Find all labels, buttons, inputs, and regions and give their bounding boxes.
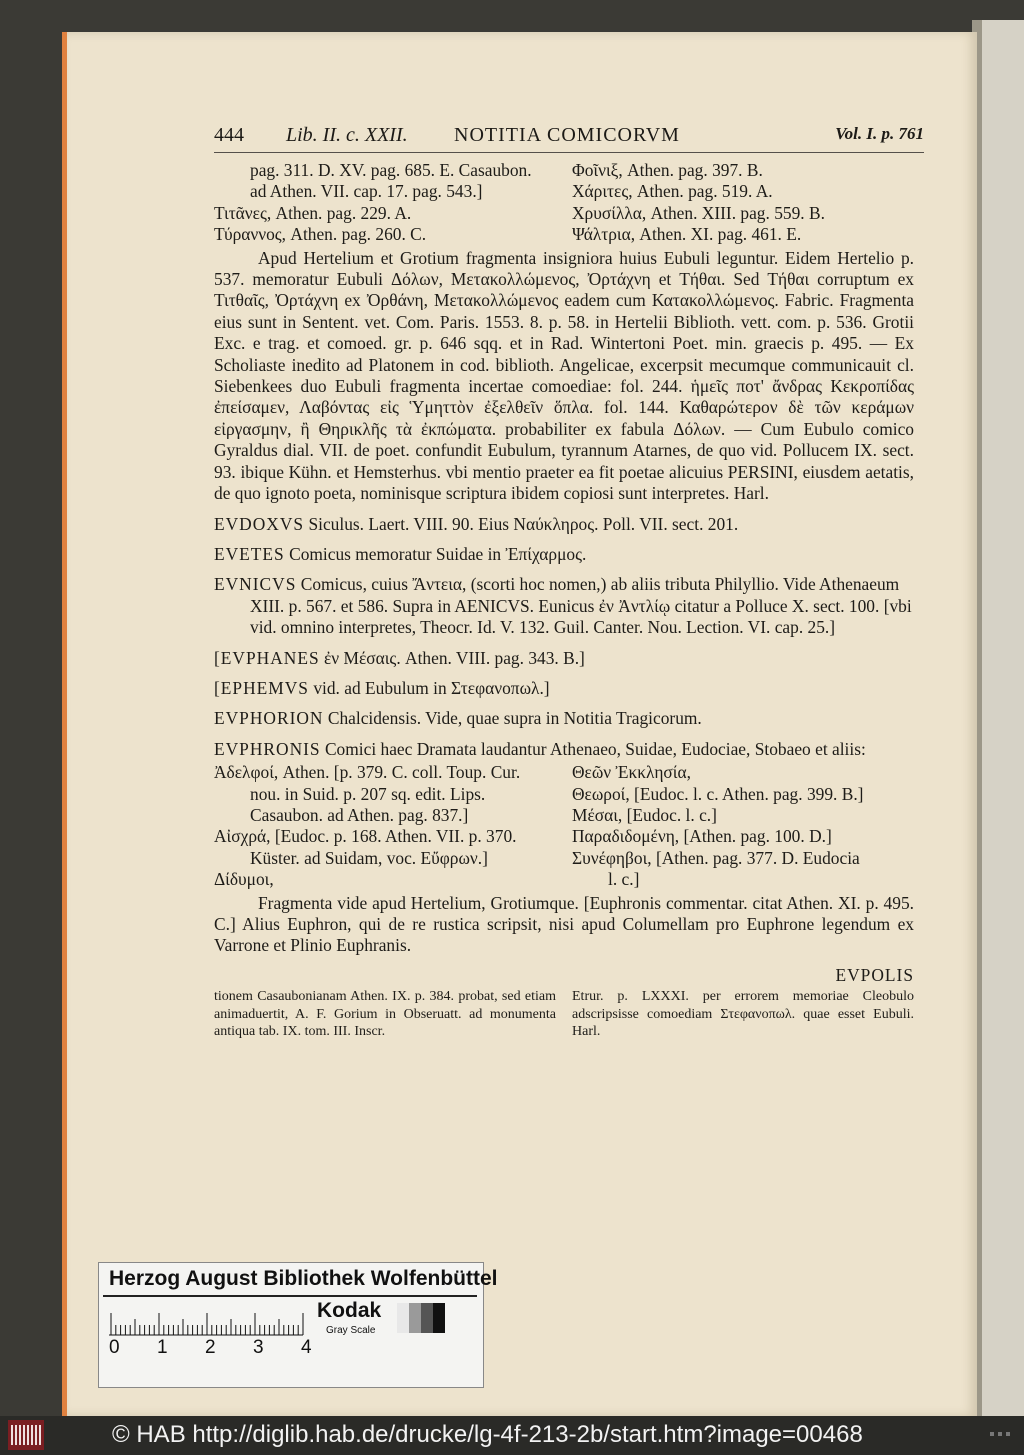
list-item: Παραδιδομένη, [Athen. pag. 100. D.] (572, 826, 832, 847)
entry-text: Chalcidensis. Vide, quae supra in Notitia Tragicorum. (327, 708, 702, 729)
ruler-scale (107, 1307, 307, 1337)
swatch (409, 1303, 421, 1333)
footnote-right: Etrur. p. LXXXI. per errorem memoriae Cleobulo adscripsisse comoediam Στεφανοπωλ. quae esset Eubuli. Harl. (572, 989, 914, 1040)
hab-logo-icon (8, 1420, 44, 1450)
swatch (397, 1303, 409, 1333)
entry-text: vid. ad Eubulum in Στεφανοπωλ.] (313, 677, 550, 698)
list-item: Θεῶν Ἐκκλησία, (572, 762, 691, 783)
entry-head: EVETES (214, 543, 285, 564)
entry-text: ἐν Μέσαις. Athen. VIII. pag. 343. B.] (323, 647, 585, 668)
list-item: Αἰσχρά, [Eudoc. p. 168. Athen. VII. p. 370. (214, 826, 517, 847)
ruler-number: 4 (301, 1337, 312, 1358)
page-number: 444 (214, 124, 244, 146)
list-item: Ἀδελφοί, Athen. [p. 379. C. coll. Toup. Cur. (214, 762, 521, 783)
footnotes (214, 988, 914, 1041)
list-item: Δίδυμοι, (214, 869, 274, 890)
ruler-number: 0 (109, 1337, 120, 1358)
fragments-paragraph: Fragmenta vide apud Hertelium, Grotiumque. [Euphronis commentar. citat Athen. XI. p. 495. C.] Alius Euphron, qui de re rustica scripsit, nisi apud Columellam pro Euphrone legendum ex Varrone et Plinio Euphranis. (214, 892, 914, 956)
entry-evetes (214, 544, 914, 565)
next-page-edge (972, 20, 1024, 1416)
ruler-number: 2 (205, 1337, 216, 1358)
entry-text: Comicus, cuius Ἄντεια, (scorti hoc nomen,) ab aliis tributa Philyllio. Vide Athenaeum XIII. p. 567. et 586. Supra in AENICVS. Eunicus ἐν Ἀντλίῳ citatur a Polluce X. sect. 100. [vbi vid. omnino interpretes, Theocr. Id. V. 132. Guil. Canter. Nou. Lection. VI. cap. 25.] (250, 574, 912, 638)
list-item: nou. in Suid. p. 207 sq. edit. Lips. Casaubon. ad Athen. pag. 837.] (250, 783, 486, 825)
entry-text: Comicus memoratur Suidae in Ἐπίχαρμος. (289, 543, 587, 564)
ruler-number: 3 (253, 1337, 264, 1358)
kodak-logo: Kodak (317, 1299, 382, 1322)
gray-swatches (397, 1303, 445, 1333)
ruler-ticks (107, 1307, 307, 1337)
swatch (433, 1303, 445, 1333)
list-item: pag. 311. D. XV. pag. 685. E. Casaubon. (250, 160, 532, 180)
dots-icon (990, 1428, 1016, 1440)
footer-bar (0, 1416, 1024, 1455)
entry-eudoxus (214, 514, 914, 535)
library-color-card (98, 1262, 498, 1388)
library-name: Herzog August Bibliothek Wolfenbüttel (109, 1267, 498, 1290)
gray-scale-label: Gray Scale (326, 1325, 376, 1336)
entry-head: EVPHORION (214, 708, 324, 729)
titles-right-column (572, 160, 914, 246)
entry-head: [EPHEMVS (214, 677, 309, 698)
list-item: Συνέφηβοι, [Athen. pag. 377. D. Eudocia (572, 847, 860, 868)
entry-head: EVDOXVS (214, 513, 305, 534)
book-reference: Lib. II. c. XXII. (286, 124, 408, 146)
titles-left-column (214, 160, 556, 246)
list-item: Θεωροί, [Eudoc. l. c. Athen. pag. 399. B.] (572, 783, 864, 804)
entry-head: [EVPHANES (214, 647, 320, 668)
volume-reference: Vol. I. p. 761 (835, 124, 924, 143)
page-title: NOTITIA COMICORVM (454, 124, 680, 146)
entry-text: Siculus. Laert. VIII. 90. Eius Ναύκληρος. Poll. VII. sect. 201. (308, 513, 739, 534)
plays-right-column (572, 762, 914, 890)
list-item: l. c.] (608, 869, 640, 890)
card-rule (103, 1295, 477, 1297)
footnote-left: tionem Casaubonianam Athen. IX. p. 384. probat, sed etiam animaduertit, A. F. Gorium in Obseruatt. ad monumenta antiqua tab. IX. tom. III. Inscr. (214, 989, 556, 1040)
page-text (214, 160, 914, 1041)
running-header (214, 124, 924, 154)
copyright-url: © HAB http://diglib.hab.de/drucke/lg-4f-213-2b/start.htm?image=00468 (112, 1421, 863, 1448)
entry-head: EVPHRONIS (214, 738, 321, 759)
entry-ephemus (214, 678, 914, 699)
euphron-plays-list (214, 762, 914, 890)
list-item: Küster. ad Suidam, voc. Εὔφρων.] (250, 847, 488, 868)
entry-head: EVNICVS (214, 574, 297, 595)
entry-evphorion (214, 708, 914, 729)
list-item: Ψάλτρια, Athen. XI. pag. 461. E. (572, 224, 802, 245)
eubulus-paragraph: Apud Hertelium et Grotium fragmenta insigniora huius Eubuli leguntur. Eidem Hertelio p. 537. memoratur Eubuli Δόλων, Μετακολλώμενος, Ὀρτάχνη et Τήθαι. Sed Τήθαι corruptum ex Τιτθαῖς, Ὀρτάχνη ex Ὀρθάνη, Μετακολλώμενος eadem cum Κατακολλώμενος. Fabric. Fragmenta eius sunt in Sentent. vet. Com. Paris. 1553. 8. p. 58. in Hertelii Biblioth. vett. com. p. 536. Grotii Exc. e trag. et comoed. gr. p. 646 sqq. et in Rad. Wintertoni Poet. min. graecis p. 495. — Ex Scholiaste inedito ad Platonem in cod. biblioth. Angelicae, excerpsit mecumque communicauit cl. Siebenkees duo Eubuli fragmenta incertae comoediae: fol. 244. ἡμεῖς ποτ' ἄνδρας Κεκροπίδας ἐπείσαμεν, Λαβόντας εἰς Ὑμηττὸν ἐξελθεῖν ὅπλα. fol. 144. Καθαρώτερον δὲ τῶν κεράμων εἰργασμην, ἢ Θηρικλῆς τὰ ἐκπώματα. probabiliter ex fabula Δόλων. — Cum Eubulo comico Gyraldus dial. VII. de poet. confundit Eubulum, tyrannum Atarnes, de quo vid. Pollucem IX. sect. 93. ibique Kühn. et Hemsterhus. vbi mentio praeter ea fit poetae alicuius PERSINI, eiusdem aetatis, de quo ignoto poeta, nominisque scriptura ibidem copiosi sunt interpretes. Harl. (214, 247, 914, 504)
entry-evphronis (214, 739, 914, 760)
entry-text: Comici haec Dramata laudantur Athenaeo, Suidae, Eudociae, Stobaeo et aliis: (324, 738, 866, 759)
list-item: Χάριτες, Athen. pag. 519. A. (572, 181, 773, 202)
titles-list (214, 160, 914, 246)
catchword: EVPOLIS (835, 964, 914, 985)
ruler-number: 1 (157, 1337, 168, 1358)
list-item: Μέσαι, [Eudoc. l. c.] (572, 804, 717, 825)
swatch (421, 1303, 433, 1333)
list-item: Χρυσίλλα, Athen. XIII. pag. 559. B. (572, 202, 825, 223)
plays-left-column (214, 762, 556, 890)
entry-evnicus (214, 574, 914, 638)
list-item: Φοῖνιξ, Athen. pag. 397. B. (572, 160, 763, 180)
list-item: ad Athen. VII. cap. 17. pag. 543.] (250, 181, 483, 202)
entry-evphanes (214, 648, 914, 669)
header-rule (214, 152, 924, 153)
list-item: Τιτᾶνες, Athen. pag. 229. A. (214, 202, 412, 223)
list-item: Τύραννος, Athen. pag. 260. C. (214, 224, 427, 245)
